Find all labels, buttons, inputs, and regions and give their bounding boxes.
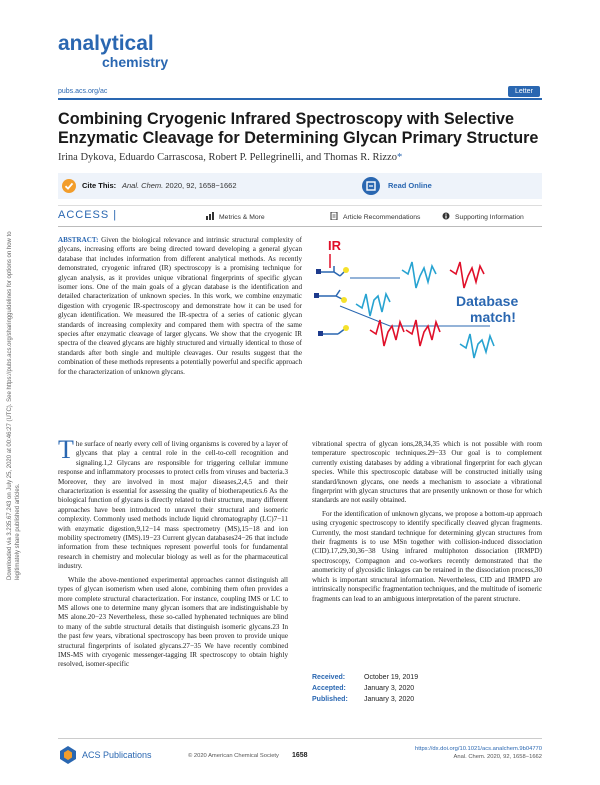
body-column-left [58, 435, 288, 674]
copyright: © 2020 American Chemical Society [188, 753, 279, 759]
glycan-a-node [316, 269, 321, 274]
acs-logo-icon [58, 745, 78, 765]
metrics-label: Metrics & More [219, 214, 265, 221]
info-icon [442, 212, 450, 220]
abstract-label: ABSTRACT: [58, 236, 99, 244]
published-date: January 3, 2020 [364, 696, 415, 703]
dropcap: T [58, 435, 74, 464]
cite-reference[interactable] [122, 181, 237, 190]
received-row [312, 672, 542, 683]
spectrum-2 [450, 262, 484, 288]
paragraph-text: he surface of nearly every cell of living organisms is covered by a layer of glycans that play a central role in the cell-to-cell recognition and signaling.1,2 Glycans are responsible for triggering cellular immune response and inflammatory processes to protect cells from viruses and bacteria.3 Moreover, they are involved in most major diseases,2,4,5 and their characterization is essential for assessing the quality of biotherapeutics.6 As the biological function of glycans is directly related to their structure, many different approaches have been introduced to unravel their structural and isomeric complexity. Commonly used methods include liquid chromatography (LC)7−11 with enzymatic digestion,9,12−14 mass spectrometry (MS),15−18 and ion mobility spectrometry (IMS).19−23 Current glycan databases24−26 that include information from these techniques represent powerful tools for fundamental research in chemistry and molecular biology as well as for the pharmaceutical industry. [58, 440, 288, 571]
author-list [58, 152, 542, 163]
cite-bar [58, 173, 542, 199]
spectrum-4 [370, 320, 404, 346]
accepted-row [312, 683, 542, 694]
read-online-link[interactable]: Read Online [388, 181, 432, 190]
glycan-a-node-2 [343, 267, 349, 273]
author-names: Irina Dykova, Eduardo Carrascosa, Robert P. Pellegrinelli, and Thomas R. Rizzo [58, 152, 397, 163]
glycan-c [320, 328, 346, 334]
cite-icon[interactable] [62, 179, 76, 193]
abstract [58, 236, 542, 377]
bar-chart-icon [206, 212, 214, 220]
journal-logo [58, 30, 178, 74]
received-date: October 19, 2019 [364, 674, 419, 681]
logo-line2: chemistry [102, 54, 169, 70]
download-side-note-text: Downloaded via 3.235.67.243 on July 25, 2020 at 00:46:27 (UTC). See https://pubs.acs.org/sharingguidelines for options on how to legitimately share published articles. [7, 231, 21, 580]
access-bar [58, 205, 542, 227]
published-label: Published: [312, 696, 348, 703]
access-label: ACCESS | [58, 209, 118, 221]
accepted-date: January 3, 2020 [364, 685, 415, 692]
body-paragraph: vibrational spectra of glycan ions,28,34,35 which is not possible with room temperature spectroscopic techniques.29−33 Our goal is to complement currently existing databases by adding a vibrational fingerprint for each glycan species. While this spectroscopic database will be constructed initially using standard/known glycans, one needs a mechanism to associate a vibrational fingerprint with glycan structures that are presently unknown or those for which standards are not easily obtained. [312, 440, 542, 505]
doi-block [415, 745, 542, 761]
body-paragraph: While the above-mentioned experimental approaches cannot distinguish all types of glycan isomerism when used alone, combining them often provides a more complete structural characterization. For instance, coupling IMS or LC to MS allows one to determine many glycan isomers that are indistinguishable by MS alone.20−23 Nevertheless, these so-called hyphenated techniques are blind to many of the subtle structural details that distinguish isomeric glycans.23 In the past few years, vibrational spectroscopy has been proven to provide unique structural fingerprints of isolated glycans.27−35 We have recently combined IMS-MS with cryogenic messenger-tagging IR spectroscopy to obtain highly resolved, isomer-specific [58, 575, 288, 669]
cite-label: Cite This: [82, 181, 117, 190]
glycan-b-node [314, 293, 319, 298]
page-footer [58, 738, 542, 768]
publisher-name[interactable]: ACS Publications [82, 750, 152, 760]
metrics-link[interactable] [206, 212, 265, 221]
page-number: 1658 [292, 752, 308, 759]
recommendations-label: Article Recommendations [343, 214, 421, 221]
document-icon [330, 212, 338, 220]
abstract-text: Given the biological relevance and intrinsic structural complexity of glycans, increasing efforts are being directed toward developing a general glycan database that includes information from different analytical methods. As recently demonstrated, cryogenic infrared (IR) spectroscopy is a promising technique for glycan analysis, as it provides unique vibrational fingerprints of specific glycan isomer ions. One of the main goals of a glycan database is the identification and detailed characterization of unknown species. In this work, we combine enzymatic digestion with cryogenic IR-spectroscopy and demonstrate how it can be used for glycan identification. We measured the IR-spectra of a series of cationic glycan standards of increasing complexity and compared them with spectra of the same species after enzymatic cleavage of larger glycans. We show that the cryogenic IR spectra of the cleaved glycans are highly structured and virtually identical to those of standards after both single and multiple cleavages. Our results suggest that the combination of these methods represents a potentially powerful and specific approach for the characterization of unknown glycans. [58, 236, 302, 376]
article-title: Combining Cryogenic Infrared Spectroscopy with Selective Enzymatic Cleavage for Determining Glycan Primary Structure [58, 110, 539, 147]
article-type-badge: Letter [508, 86, 540, 97]
body-paragraph [58, 435, 288, 572]
download-side-note [6, 210, 20, 580]
site-link[interactable]: pubs.acs.org/ac [58, 88, 108, 95]
logo-line1: analytical [58, 32, 154, 55]
toc-graphic [310, 236, 542, 364]
spectrum-1 [402, 262, 436, 288]
spectrum-6 [460, 334, 494, 358]
read-online-icon[interactable] [362, 177, 380, 195]
body-column-right [312, 440, 542, 608]
published-row [312, 694, 542, 705]
footer-citation: Anal. Chem. 2020, 92, 1658−1662 [453, 754, 542, 760]
supporting-info-label: Supporting Information [455, 214, 524, 221]
doi-link[interactable]: https://dx.doi.org/10.1021/acs.analchem.9b04770 [415, 746, 542, 752]
match-label: match! [470, 309, 516, 325]
header-rule [58, 98, 542, 100]
glycan-c-node-2 [343, 325, 349, 331]
received-label: Received: [312, 674, 346, 681]
spectrum-3 [356, 294, 390, 316]
corresponding-author-mark[interactable]: * [396, 152, 403, 163]
cite-journal: Anal. Chem. [122, 181, 164, 190]
glycan-b [316, 290, 344, 300]
access-label-text: ACCESS [58, 209, 110, 221]
cite-ref: 2020, 92, 1658−1662 [165, 181, 237, 190]
accepted-label: Accepted: [312, 685, 346, 692]
publication-dates [312, 672, 542, 705]
supporting-info-link[interactable] [442, 212, 524, 221]
body-paragraph: For the identification of unknown glycans, we propose a bottom-up approach using cryogenic spectroscopy to identify specifically cleaved glycan fragments. Currently, the most standard technique for determining glycan structures from their fragments is to use MSn together with collision-induced dissociation (CID).17,29,30,36−38 Using infrared multiphoton dissociation (IRMPD) spectroscopy, Compagnon and co-workers recently demonstrated that the anomericity of glycosidic linkages can be retained in the dissociation process,30 which is important structural information. Nevertheless, CID and IRMPD are intrinsically nonspecific fragmentation techniques, and the multitude of isomeric fragments can lead to an ambiguous interpretation of the parent structure. [312, 509, 542, 603]
glycan-b-node-2 [341, 297, 347, 303]
database-label: Database [456, 293, 519, 309]
glycan-c-node [318, 331, 323, 336]
ir-label: IR [328, 238, 341, 253]
recommendations-link[interactable] [330, 212, 420, 221]
spectrum-5 [406, 320, 440, 346]
glycan-a [318, 266, 346, 276]
